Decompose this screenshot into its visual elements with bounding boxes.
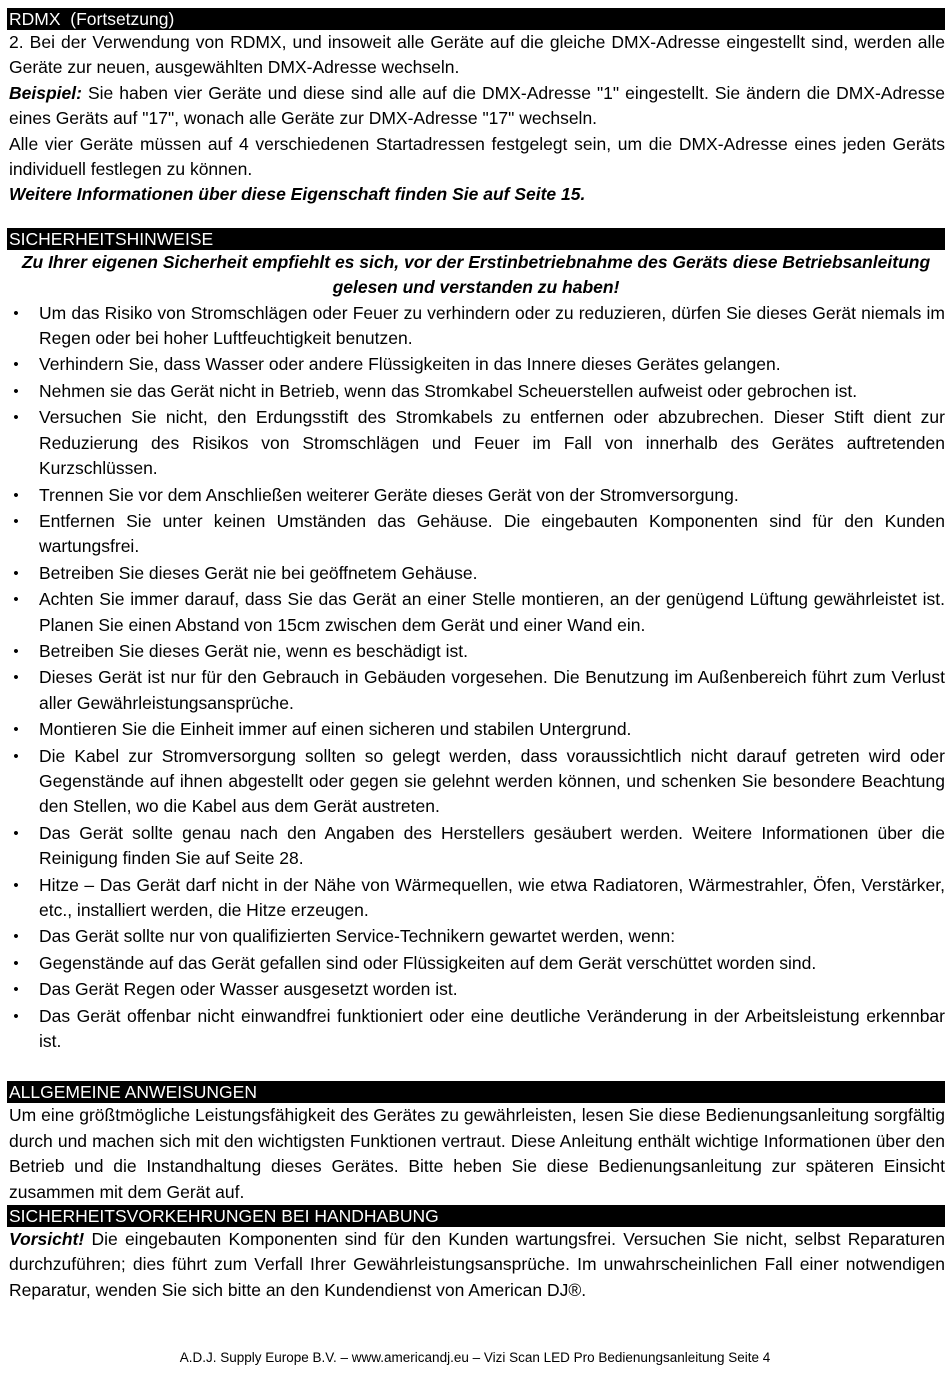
safety-item-text: Betreiben Sie dieses Gerät nie bei geöffnetem Gehäuse. <box>39 562 478 583</box>
section-heading-rdmx: RDMX (Fortsetzung) <box>7 8 945 30</box>
bullet-icon: • <box>13 356 19 374</box>
safety-item-text: Trennen Sie vor dem Anschließen weiterer Geräte dieses Gerät von der Stromversorgung. <box>39 484 739 505</box>
document-page <box>7 8 945 1303</box>
bullet-icon: • <box>13 954 19 972</box>
section-heading-handling: SICHERHEITSVORKEHRUNGEN BEI HANDHABUNG <box>7 1205 945 1227</box>
bullet-icon: • <box>13 824 19 842</box>
safety-list-item <box>7 924 945 949</box>
safety-item-text: Das Gerät sollte genau nach den Angaben des Herstellers gesäubert werden. Weitere Informationen über die Reinigung finden Sie auf Seite 28. <box>39 822 945 869</box>
safety-list-item <box>7 405 945 481</box>
bullet-icon: • <box>13 591 19 609</box>
safety-item-text: Nehmen sie das Gerät nicht in Betrieb, wenn das Stromkabel Scheuerstellen aufweist oder gebrochen ist. <box>39 380 858 401</box>
rdmx-more-info: Weitere Informationen über diese Eigenschaft finden Sie auf Seite 15. <box>9 184 586 205</box>
safety-item-text: Das Gerät sollte nur von qualifizierten Service-Technikern gewartet werden, wenn: <box>39 926 676 947</box>
safety-item-text: Versuchen Sie nicht, den Erdungsstift des Stromkabels zu entfernen oder abzubrechen. Dieser Stift dient zur Reduzierung des Risikos von Stromschlägen und Feuer im Fall von innerhalb des Gerätes auftretenden Kurzschlüssen. <box>39 407 945 479</box>
safety-item-text: Gegenstände auf das Gerät gefallen sind oder Flüssigkeiten auf dem Gerät verschüttet worden sind. <box>39 952 817 973</box>
bullet-icon: • <box>13 721 19 739</box>
safety-list-item <box>7 744 945 820</box>
bullet-icon: • <box>13 928 19 946</box>
bullet-icon: • <box>13 304 19 322</box>
safety-list-item <box>7 483 945 508</box>
safety-item-text: Hitze – Das Gerät darf nicht in der Nähe von Wärmequellen, wie etwa Radiatoren, Wärmestrahler, Öfen, Verstärker, etc., installiert werden, die Hitze erzeugen. <box>39 874 945 920</box>
handling-label: Vorsicht! <box>9 1229 85 1250</box>
bullet-icon: • <box>13 382 19 400</box>
bullet-icon: • <box>13 486 19 504</box>
rdmx-example-paragraph <box>7 81 945 132</box>
safety-item-text: Betreiben Sie dieses Gerät nie, wenn es beschädigt ist. <box>39 640 468 661</box>
safety-item-text: Das Gerät offenbar nicht einwandfrei funktioniert oder eine deutliche Veränderung in der Arbeitsleistung erkennbar ist. <box>39 1005 945 1052</box>
bullet-icon: • <box>13 642 19 660</box>
safety-list-item <box>7 717 945 742</box>
section-heading-safety: SICHERHEITSHINWEISE <box>7 228 945 250</box>
rdmx-paragraph-1: 2. Bei der Verwendung von RDMX, und insoweit alle Geräte auf die gleiche DMX-Adresse eingestellt sind, werden alle Geräte zur neuen, ausgewählten DMX-Adresse wechseln. <box>9 32 945 78</box>
rdmx-paragraph-3: Alle vier Geräte müssen auf 4 verschiedenen Startadressen festgelegt sein, um die DMX-Adresse eines jeden Geräts individuell festlegen zu können. <box>9 133 945 180</box>
handling-text: Die eingebauten Komponenten sind für den Kunden wartungsfrei. Versuchen Sie nicht, selbst Reparaturen durchzuführen; dies führt zum Verfall Ihrer Gewährleistungsansprüche. Im unwahrscheinlichen Fall einer notwendigen Reparatur, wenden Sie sich bitte an den Kundendienst von American DJ®. <box>9 1229 945 1300</box>
safety-list-item <box>7 977 945 1002</box>
bullet-icon: • <box>13 564 19 582</box>
safety-list-item <box>7 665 945 716</box>
safety-item-text: Achten Sie immer darauf, dass Sie das Gerät an einer Stelle montieren, an der genügend Lüftung gewährleistet ist. Planen Sie einen Abstand von 15cm zwischen dem Gerät und einer Wand ein. <box>39 589 945 635</box>
safety-list-item <box>7 509 945 560</box>
safety-item-text: Das Gerät Regen oder Wasser ausgesetzt worden ist. <box>39 979 458 1000</box>
safety-item-text: Entfernen Sie unter keinen Umständen das Gehäuse. Die eingebauten Komponenten sind für den Kunden wartungsfrei. <box>39 510 945 557</box>
safety-list-item <box>7 951 945 976</box>
safety-item-text: Um das Risiko von Stromschlägen oder Feuer zu verhindern oder zu reduzieren, dürfen Sie dieses Gerät niemals im Regen oder bei hoher Luftfeuchtigkeit benutzen. <box>39 302 945 349</box>
safety-list-item <box>7 821 945 872</box>
safety-item-text: Die Kabel zur Stromversorgung sollten so gelegt werden, dass voraussichtlich nicht darauf getreten wird oder Gegenstände auf ihnen abgestellt oder gegen sie gelehnt werden können, und schenken Sie besondere Beachtung den Stellen, wo die Kabel aus dem Gerät austreten. <box>39 745 945 817</box>
safety-list-item <box>7 873 945 924</box>
safety-list-item <box>7 352 945 377</box>
section-heading-general: ALLGEMEINE ANWEISUNGEN <box>7 1081 945 1103</box>
bullet-icon: • <box>13 981 19 999</box>
handling-paragraph <box>7 1227 945 1303</box>
bullet-icon: • <box>13 669 19 687</box>
safety-list <box>7 301 945 1055</box>
safety-item-text: Dieses Gerät ist nur für den Gebrauch in Gebäuden vorgesehen. Die Benutzung im Außenbereich führt zum Verlust aller Gewährleistungsansprüche. <box>39 667 945 713</box>
bullet-icon: • <box>13 876 19 894</box>
bullet-icon: • <box>13 409 19 427</box>
bullet-icon: • <box>13 512 19 530</box>
safety-item-text: Montieren Sie die Einheit immer auf einen sicheren und stabilen Untergrund. <box>39 719 632 740</box>
bullet-icon: • <box>13 1007 19 1025</box>
safety-list-item <box>7 301 945 352</box>
bullet-icon: • <box>13 747 19 765</box>
safety-list-item <box>7 587 945 638</box>
safety-list-item <box>7 561 945 586</box>
page-footer: A.D.J. Supply Europe B.V. – www.americandj.eu – Vizi Scan LED Pro Bedienungsanleitung Seite 4 <box>179 1350 771 1365</box>
safety-list-item <box>7 639 945 664</box>
general-paragraph: Um eine größtmögliche Leistungsfähigkeit des Gerätes zu gewährleisten, lesen Sie diese Bedienungsanleitung sorgfältig durch und machen sich mit den wichtigsten Funktionen vertraut. Diese Anleitung enthält wichtige Informationen über den Betrieb und die Instandhaltung dieses Gerätes. Bitte heben Sie diese Bedienungsanleitung zur späteren Einsicht zusammen mit dem Gerät auf. <box>9 1105 945 1202</box>
safety-list-item <box>7 379 945 404</box>
safety-item-text: Verhindern Sie, dass Wasser oder andere Flüssigkeiten in das Innere dieses Gerätes gelangen. <box>39 354 781 375</box>
example-label: Beispiel: <box>9 82 82 103</box>
example-text: Sie haben vier Geräte und diese sind alle auf die DMX-Adresse "1" eingestellt. Sie ändern die DMX-Adresse eines Geräts auf "17", wonach alle Geräte zur DMX-Adresse "17" wechseln. <box>9 82 945 129</box>
safety-intro: Zu Ihrer eigenen Sicherheit empfiehlt es sich, vor der Erstinbetriebnahme des Geräts diese Betriebsanleitung gelesen und verstanden zu haben! <box>21 251 931 298</box>
safety-list-item <box>7 1004 945 1055</box>
